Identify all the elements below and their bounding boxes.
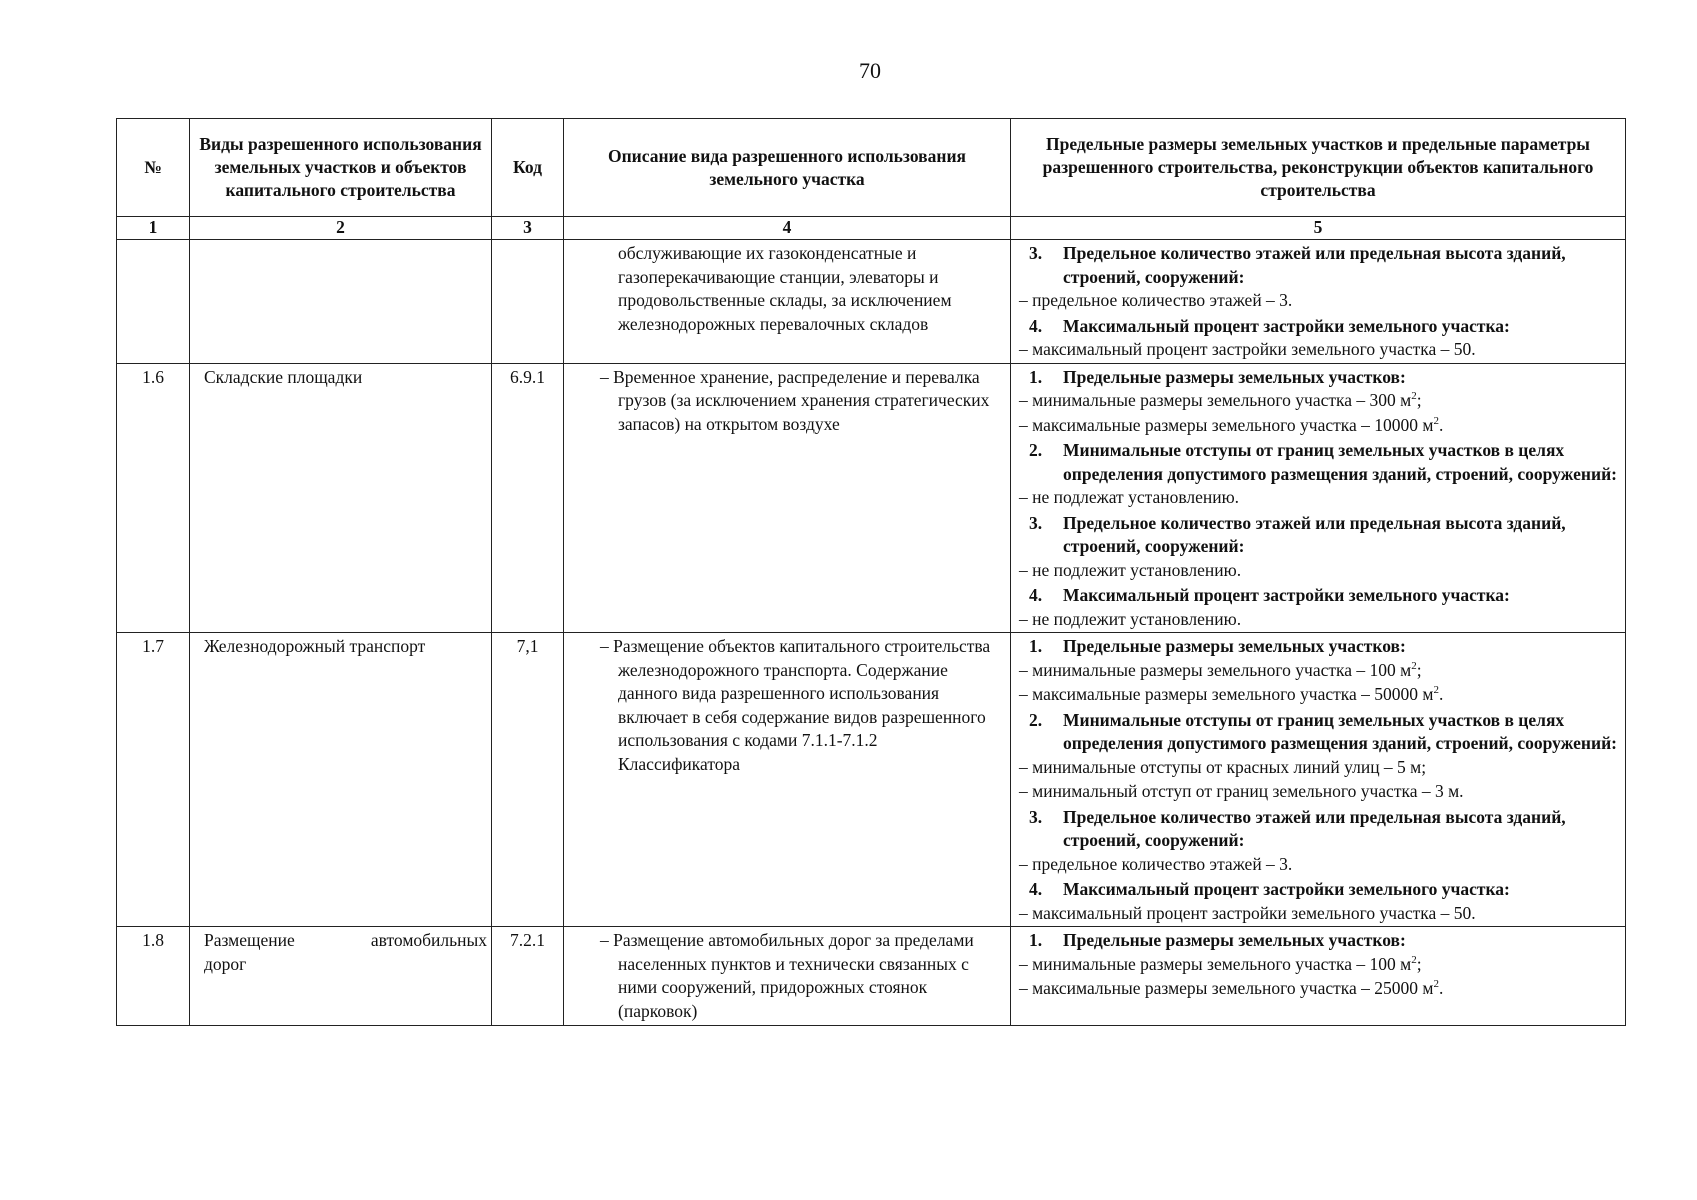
parameter-value-text: – максимальный процент застройки земельного участка – 50. [1019,902,1476,923]
parameter-value [1019,780,1619,804]
parameter-value-text: – максимальные размеры земельного участка – 10000 м [1019,414,1434,435]
row-use-type [190,240,492,364]
row-number [117,240,190,364]
land-use-table [116,118,1626,1026]
description-text: – Временное хранение, распределение и перевалка грузов (за исключением хранения стратегических запасов) на открытом воздухе [600,366,990,434]
parameter-value-tail: . [1438,978,1444,998]
parameter-value [1019,486,1619,510]
superscript: 2 [1433,414,1439,427]
parameter-heading [1019,806,1619,853]
use-type-word: автомобильных [370,930,487,950]
table-row [117,927,1626,1026]
parameter-heading-text: Предельное количество этажей или предельная высота зданий, строений, сооружений: [1063,512,1566,556]
description-text: обслуживающие их газоконденсатные и газоперекачивающие станции, элеваторы и продовольственные склады, за исключением железнодорожных перевалочных складов [618,243,952,334]
parameter-heading [1019,439,1619,486]
parameter-heading-number: 4. [1029,315,1043,336]
parameter-heading-number: 2. [1029,440,1043,460]
header-use-types: Виды разрешенного использования земельных участков и объектов капитального строительства [190,119,492,217]
row-use-type: Железнодорожный транспорт [190,633,492,927]
use-type-first-line [204,929,487,953]
parameter-value-text: – минимальные размеры земельного участка – 100 м [1019,659,1412,680]
parameter-value [1019,559,1619,583]
parameter-heading-number: 1. [1029,636,1043,656]
row-number: 1.7 [117,633,190,927]
parameter-heading-text: Предельные размеры земельных участков: [1063,636,1406,656]
parameter-heading-text: Предельные размеры земельных участков: [1063,366,1406,387]
parameter-value-tail: . [1438,684,1444,704]
superscript: 2 [1433,978,1439,991]
row-use-type [190,927,492,1026]
parameter-value-text: – максимальные размеры земельного участка – 25000 м [1019,978,1434,998]
parameter-value [1019,853,1619,877]
row-parameters [1011,363,1626,633]
parameter-heading-number: 1. [1029,930,1043,950]
parameter-value-text: – предельное количество этажей – 3. [1019,853,1293,874]
table-header-row [117,119,1626,217]
row-description [564,633,1011,927]
header-description: Описание вида разрешенного использования земельного участка [564,119,1011,217]
row-parameters [1011,927,1626,1026]
parameter-value [1019,608,1619,632]
parameter-value [1019,977,1619,1001]
column-number: 2 [190,217,492,240]
column-number: 3 [492,217,564,240]
column-number: 1 [117,217,190,240]
page-number: 70 [859,58,881,83]
parameter-value [1019,389,1619,413]
row-parameters [1011,240,1626,364]
parameter-value-tail: ; [1416,390,1422,410]
row-use-type: Складские площадки [190,363,492,633]
parameter-value [1019,659,1619,683]
column-number-row [117,217,1626,240]
row-code [492,240,564,364]
parameter-value-text: – минимальные размеры земельного участка – 300 м [1019,390,1412,410]
table-row [117,633,1626,927]
header-code: Код [492,119,564,217]
superscript: 2 [1411,953,1417,966]
parameter-value-tail: . [1438,414,1444,435]
parameter-heading [1019,709,1619,756]
table-row [117,240,1626,364]
parameter-heading [1019,242,1619,289]
column-number: 4 [564,217,1011,240]
parameter-value-text: – максимальные размеры земельного участка – 50000 м [1019,684,1434,704]
parameter-heading-text: Максимальный процент застройки земельного участка: [1063,879,1510,899]
parameter-value [1019,953,1619,977]
parameter-heading-number: 3. [1029,243,1043,263]
row-parameters [1011,633,1626,927]
parameter-heading-number: 2. [1029,709,1043,730]
parameter-heading [1019,635,1619,659]
parameter-value [1019,414,1619,438]
use-type-word: Размещение [204,930,295,950]
table-row [117,363,1626,633]
parameter-heading-number: 4. [1029,585,1043,605]
parameter-value-text: – минимальные отступы от красных линий улиц – 5 м; [1019,756,1427,777]
superscript: 2 [1411,390,1417,403]
parameter-value-text: – предельное количество этажей – 3. [1019,290,1293,310]
parameter-heading-text: Максимальный процент застройки земельного участка: [1063,315,1510,336]
parameter-value-text: – минимальный отступ от границ земельного участка – 3 м. [1019,781,1464,801]
parameter-heading-number: 1. [1029,366,1043,387]
parameter-value-text: – минимальные размеры земельного участка – 100 м [1019,953,1412,974]
parameter-value-text: – не подлежит установлению. [1019,608,1242,629]
row-description [564,363,1011,633]
parameter-heading [1019,878,1619,902]
parameter-heading-text: Предельные размеры земельных участков: [1063,930,1406,950]
header-parameters: Предельные размеры земельных участков и предельные параметры разрешенного строительства, реконструкции объектов капитального строительства [1011,119,1626,217]
parameter-value [1019,289,1619,313]
parameter-value [1019,338,1619,362]
parameter-value-tail: ; [1416,659,1422,680]
superscript: 2 [1433,684,1439,697]
parameter-heading [1019,512,1619,559]
parameter-value [1019,902,1619,926]
parameter-heading-text: Предельное количество этажей или предельная высота зданий, строений, сооружений: [1063,243,1566,287]
parameter-value-tail: ; [1416,953,1422,974]
parameter-value-text: – не подлежат установлению. [1019,487,1240,507]
parameter-heading-text: Минимальные отступы от границ земельных участков в целях определения допустимого размещения зданий, строений, сооружений: [1063,440,1617,484]
parameter-heading-number: 3. [1029,512,1043,533]
row-code: 7.2.1 [492,927,564,1026]
superscript: 2 [1411,659,1417,672]
row-code: 7,1 [492,633,564,927]
parameter-value [1019,683,1619,707]
column-number: 5 [1011,217,1626,240]
row-code: 6.9.1 [492,363,564,633]
parameter-heading-number: 3. [1029,806,1043,827]
row-number: 1.8 [117,927,190,1026]
description-text: – Размещение автомобильных дорог за пределами населенных пунктов и технически связанных с ними сооружений, придорожных стоянок (парковок) [600,930,974,1021]
parameter-heading [1019,366,1619,390]
parameter-heading-text: Максимальный процент застройки земельного участка: [1063,585,1510,605]
parameter-value-text: – максимальный процент застройки земельного участка – 50. [1019,339,1476,359]
parameter-heading [1019,584,1619,608]
row-description [564,927,1011,1026]
parameter-heading [1019,929,1619,953]
header-number: № [117,119,190,217]
parameter-heading-text: Предельное количество этажей или предельная высота зданий, строений, сооружений: [1063,806,1566,850]
use-type-word: дорог [204,953,247,974]
description-text: – Размещение объектов капитального строительства железнодорожного транспорта. Содержание данного вида разрешенного использования включает в себя содержание видов разрешенного использования с кодами 7.1.1-7.1.2 Классификатора [600,636,991,774]
parameter-value [1019,756,1619,780]
parameter-heading [1019,315,1619,339]
parameter-value-text: – не подлежит установлению. [1019,559,1242,580]
row-number: 1.6 [117,363,190,633]
parameter-heading-text: Минимальные отступы от границ земельных участков в целях определения допустимого размещения зданий, строений, сооружений: [1063,709,1617,753]
row-description [564,240,1011,364]
parameter-heading-number: 4. [1029,879,1043,899]
